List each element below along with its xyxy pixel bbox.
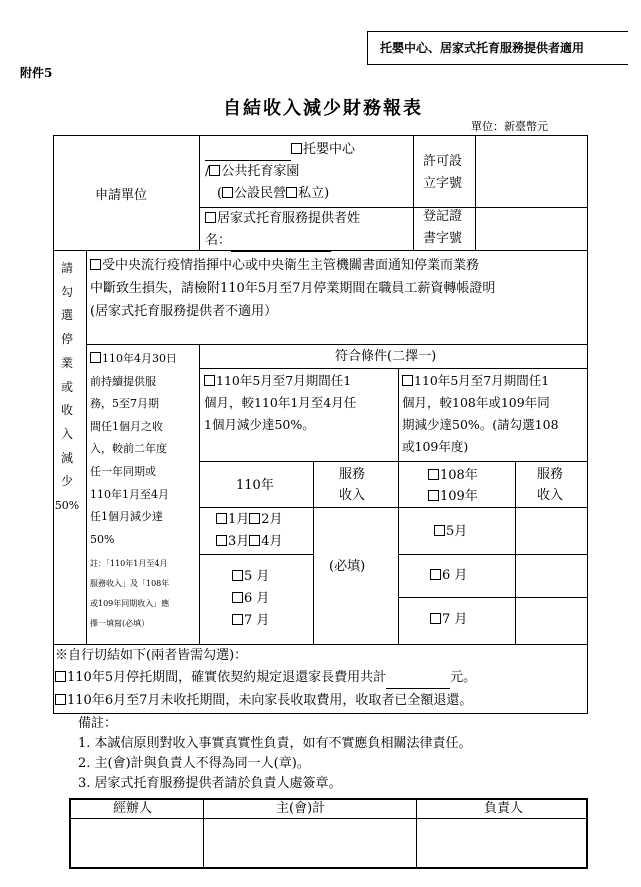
cond-right-text: 期減少達50%。(請勾選108 bbox=[402, 417, 559, 432]
decl2-text: 110年6月至7月未收托期間，未向家長收取費用，收取者已全額退還。 bbox=[67, 693, 473, 708]
side-char: 業 bbox=[60, 355, 73, 370]
cond-right-text: 或109年度) bbox=[402, 439, 469, 454]
home-prefix: / bbox=[205, 164, 210, 179]
cond-header-line bbox=[199, 368, 588, 369]
continue-line: 間任1個月之收 bbox=[90, 419, 163, 433]
option-provider bbox=[205, 208, 360, 230]
sig-handler-field[interactable] bbox=[71, 820, 202, 867]
sig-accountant: 主(會)計 bbox=[276, 801, 326, 816]
m6-label: 6 月 bbox=[244, 591, 270, 606]
sig-header-line bbox=[69, 818, 588, 819]
continue-line bbox=[90, 348, 177, 371]
r6-line bbox=[398, 597, 588, 598]
provider-name-label: 名： bbox=[205, 233, 232, 248]
attachment-label: 附件5 bbox=[20, 66, 53, 80]
provider-checkbox[interactable] bbox=[205, 212, 216, 223]
m1-label: 1月 bbox=[228, 512, 250, 527]
decl1-text: 110年5月停托期間，確實依契約規定退還家長費用共計 bbox=[67, 670, 387, 685]
remark-item: 3. 居家式托育服務提供者請於負責人處簽章。 bbox=[78, 776, 342, 791]
declaration-item-1 bbox=[55, 667, 476, 689]
note-line: 註：「110年1月至4月 bbox=[90, 559, 168, 568]
col-108-109 bbox=[428, 465, 478, 507]
side-char: 停 bbox=[60, 332, 73, 347]
decl1-checkbox[interactable] bbox=[55, 671, 66, 682]
r7-label: 7 月 bbox=[442, 612, 468, 627]
remarks-title: 備註： bbox=[78, 716, 118, 731]
center-checkbox[interactable] bbox=[291, 143, 302, 154]
col-line-permit-val bbox=[475, 135, 476, 250]
suspend-text: 受中央流行疫情指揮中心或中央衛生主管機關書面通知停業而業務 bbox=[102, 258, 480, 273]
public-checkbox[interactable] bbox=[222, 187, 233, 198]
right-service-col bbox=[515, 461, 516, 644]
y109-label: 109年 bbox=[440, 489, 478, 504]
option-center bbox=[205, 139, 355, 161]
side-char: 或 bbox=[60, 379, 73, 394]
sig-principal: 負責人 bbox=[484, 801, 524, 816]
sig-col-2 bbox=[416, 798, 417, 869]
side-col-line bbox=[86, 250, 87, 644]
m5-label: 5 月 bbox=[244, 569, 270, 584]
y109-checkbox[interactable] bbox=[428, 490, 439, 501]
header-note: 托嬰中心、居家式托育服務提供者適用 bbox=[380, 41, 585, 55]
provider-name-field[interactable] bbox=[231, 251, 331, 252]
conditions-header: 符合條件(二擇一) bbox=[335, 349, 437, 364]
r5-checkbox[interactable] bbox=[434, 525, 445, 536]
permit-label-1: 許可設 bbox=[423, 154, 463, 169]
option-ownership: ( 公設民營 私立) bbox=[217, 186, 330, 201]
m4-label: 4月 bbox=[261, 534, 283, 549]
m3-label: 3月 bbox=[228, 534, 250, 549]
continue-text: 110年4月30日 bbox=[102, 352, 177, 365]
cond-right-text: 個月，較108年或109年同 bbox=[402, 395, 550, 410]
provider-name-row bbox=[205, 230, 331, 252]
side-label bbox=[54, 257, 80, 518]
note-line: 服務收入」及「108年 bbox=[90, 579, 170, 588]
m2-label: 2月 bbox=[261, 512, 283, 527]
cond-left-text: 110年5月至7月期間任1 bbox=[216, 373, 352, 388]
col-line-applicant bbox=[199, 135, 200, 250]
continue-line: 務，5至7月期 bbox=[90, 397, 159, 411]
continue-checkbox[interactable] bbox=[90, 352, 101, 363]
continue-line: 任1個月減少達 bbox=[90, 510, 163, 524]
col-header-line bbox=[199, 507, 588, 508]
months-5-7 bbox=[232, 566, 269, 632]
r6-row bbox=[430, 566, 467, 586]
col-service-left-1: 服務 bbox=[339, 467, 366, 482]
sig-handler: 經辦人 bbox=[113, 801, 153, 816]
decl2-checkbox[interactable] bbox=[55, 694, 66, 705]
side-char: 收 bbox=[60, 403, 73, 418]
r6-checkbox[interactable] bbox=[430, 569, 441, 580]
side-char: 選 bbox=[60, 308, 73, 323]
m7-label: 7 月 bbox=[244, 613, 270, 628]
r5-label: 5月 bbox=[446, 524, 468, 539]
col-service-left-2: 收入 bbox=[339, 488, 366, 503]
sig-col-1 bbox=[203, 798, 204, 869]
r5-line bbox=[398, 554, 588, 555]
continue-line: 前持續提供服 bbox=[90, 374, 156, 388]
side-char: 少 bbox=[60, 474, 73, 489]
left-cond-col bbox=[199, 344, 200, 644]
m1-checkbox[interactable] bbox=[216, 513, 227, 524]
private-checkbox[interactable] bbox=[286, 187, 297, 198]
side-char: 入 bbox=[60, 426, 73, 441]
cond-right-checkbox[interactable] bbox=[402, 375, 413, 386]
cond-left bbox=[204, 370, 356, 436]
side-char: 勾 bbox=[60, 284, 73, 299]
continue-line: 110年1月至4月 bbox=[90, 487, 169, 501]
option-home bbox=[205, 161, 299, 183]
suspend-line-1 bbox=[90, 255, 479, 277]
declaration-header: ※自行切結如下(兩者皆需勾選)： bbox=[55, 648, 248, 663]
continue-line: 50% bbox=[90, 532, 115, 546]
m7-checkbox[interactable] bbox=[232, 614, 243, 625]
r6-label: 6 月 bbox=[442, 568, 468, 583]
side-char: 減 bbox=[60, 450, 73, 465]
mid-cond-col bbox=[398, 368, 399, 644]
months-1-4 bbox=[216, 509, 283, 553]
r5-row bbox=[434, 522, 467, 542]
col-110-header: 110年 bbox=[236, 478, 274, 493]
cond-right-text: 110年5月至7月期間任1 bbox=[414, 373, 550, 388]
suspend-line-3: (居家式托育服務提供者不適用） bbox=[90, 304, 278, 319]
page-title: 自結收入減少財務報表 bbox=[223, 98, 423, 119]
cond-desc-line bbox=[199, 461, 588, 462]
cond-left-text: 個月，較110年1月至4月任 bbox=[204, 395, 357, 410]
side-char: 請 bbox=[60, 261, 73, 275]
unit-label: 單位：新臺幣元 bbox=[471, 120, 548, 133]
month14-line bbox=[199, 554, 313, 555]
cond-right bbox=[402, 370, 559, 458]
m2-checkbox[interactable] bbox=[249, 513, 260, 524]
home-checkbox[interactable] bbox=[209, 165, 220, 176]
y108-checkbox[interactable] bbox=[428, 469, 439, 480]
row-line-suspend bbox=[86, 344, 588, 345]
reg-label-1: 登記證 bbox=[423, 209, 463, 224]
decl1-suffix: 元。 bbox=[450, 670, 477, 685]
continue-note bbox=[90, 554, 169, 634]
r7-row bbox=[430, 610, 467, 630]
sig-principal-field[interactable] bbox=[418, 820, 586, 867]
center-label: 托嬰中心 bbox=[303, 142, 356, 157]
cond-left-text: 1個月減少達50%。 bbox=[204, 417, 315, 432]
remark-item: 1. 本誠信原則對收入事實真實性負責，如有不實應負相關法律責任。 bbox=[78, 736, 472, 751]
private-label: 私立 bbox=[298, 186, 325, 201]
continue-option bbox=[90, 348, 177, 551]
note-line: 或109年同期收入」應 bbox=[90, 599, 170, 608]
home-label: 公共托育家園 bbox=[221, 164, 300, 179]
permit-label-2: 立字號 bbox=[423, 176, 463, 191]
continue-line: 入，較前二年度 bbox=[90, 442, 167, 456]
m4-checkbox[interactable] bbox=[249, 535, 260, 546]
col-service-right-2: 收入 bbox=[537, 488, 564, 503]
declaration-item-2 bbox=[55, 690, 472, 712]
refund-amount-field[interactable] bbox=[386, 688, 450, 689]
m6-checkbox[interactable] bbox=[232, 592, 243, 603]
reg-label-2: 書字號 bbox=[423, 231, 463, 246]
suspend-line-2: 中斷致生損失，請檢附110年5月至7月停業期間在職員工薪資轉帳證明 bbox=[90, 281, 496, 296]
remark-item: 2. 主(會)計與負責人不得為同一人(章)。 bbox=[78, 756, 310, 771]
required-note: (必填) bbox=[329, 559, 366, 574]
y108-label: 108年 bbox=[440, 468, 478, 483]
left-service-col bbox=[313, 461, 314, 644]
note-line: 擇一填寫(必填） bbox=[90, 619, 150, 628]
m3-checkbox[interactable] bbox=[216, 535, 227, 546]
continue-line: 任一年同期或 bbox=[90, 464, 156, 478]
provider-label: 居家式托育服務提供者姓 bbox=[217, 211, 361, 226]
sig-accountant-field[interactable] bbox=[205, 820, 415, 867]
cond-left-checkbox[interactable] bbox=[204, 375, 215, 386]
col-service-right-1: 服務 bbox=[537, 467, 564, 482]
col-line-permit bbox=[413, 135, 414, 250]
m5-checkbox[interactable] bbox=[232, 570, 243, 581]
applicant-label: 申請單位 bbox=[95, 188, 148, 203]
remarks bbox=[78, 714, 472, 794]
side-char: 50% bbox=[54, 499, 80, 513]
public-label: 公設民營 bbox=[234, 186, 287, 201]
r7-checkbox[interactable] bbox=[430, 613, 441, 624]
suspend-checkbox[interactable] bbox=[90, 259, 101, 270]
